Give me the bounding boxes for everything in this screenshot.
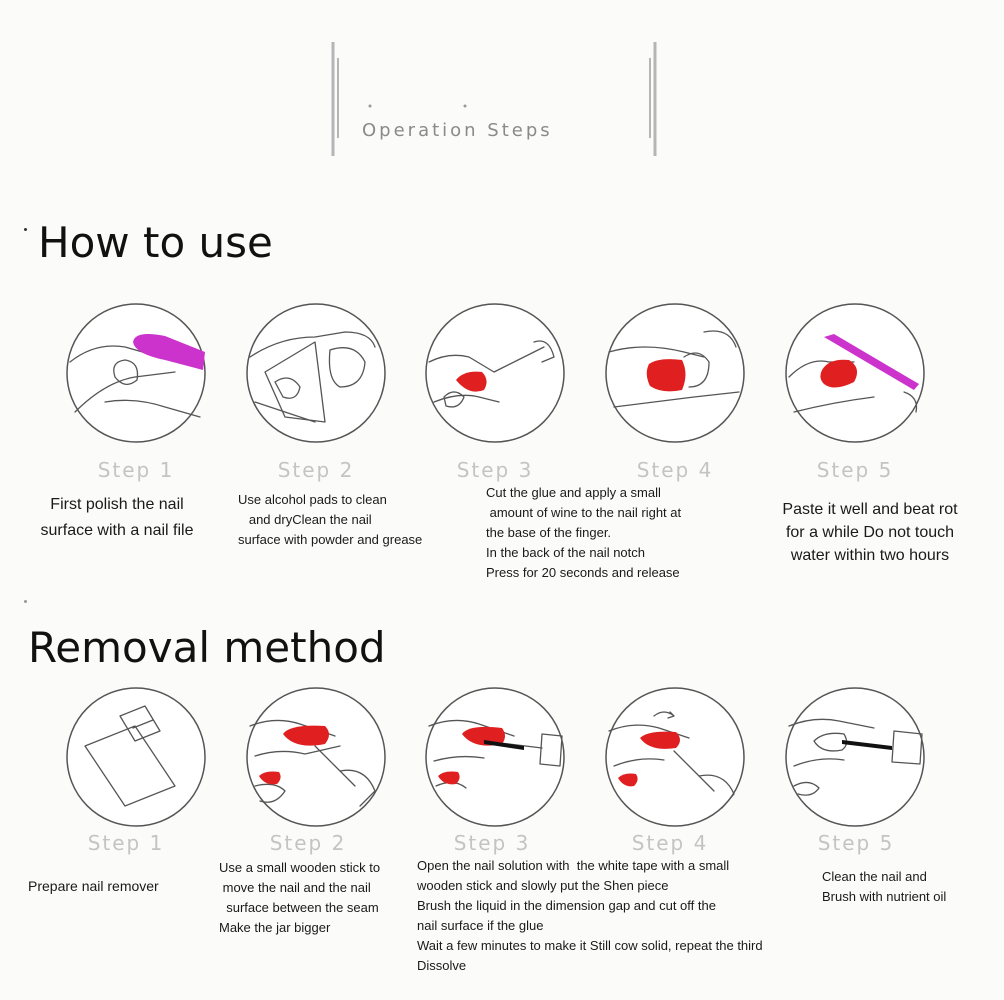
use-step-5-label: Step 5 (816, 458, 894, 482)
red-nail-icon (647, 359, 686, 391)
remove-step-3-description: Open the nail solution with the white tape with a small wooden stick and slowly put the Shen piece Brush the liquid in the dimension gap and cut off the nail surface if the glue Wait a few minutes to make it Still cow solid, repeat the third Dissolve (417, 858, 763, 973)
remove-step-2-label: Step 2 (269, 831, 347, 855)
remove-step-5-label: Step 5 (817, 831, 895, 855)
remove-step-5-description: Clean the nail and Brush with nutrient oil (822, 869, 947, 904)
use-step-1-description: First polish the nail surface with a nail file (40, 496, 194, 539)
use-step-1-label: Step 1 (97, 458, 175, 482)
remove-step-1-description: Prepare nail remover (28, 878, 159, 894)
use-step-5-illustration (784, 302, 926, 444)
use-step-1-illustration (65, 302, 207, 444)
use-step-3-label: Step 3 (456, 458, 534, 482)
remove-step-3-label: Step 3 (453, 831, 531, 855)
use-step-5-description: Paste it well and beat rot for a while Do not touch water within two hours (782, 501, 958, 564)
heading-dot (24, 600, 27, 603)
heading-dot (24, 228, 27, 231)
removal-method-heading: Removal method (28, 623, 386, 672)
use-step-4-label: Step 4 (636, 458, 714, 482)
remove-step-4-label: Step 4 (631, 831, 709, 855)
banner-title: Operation Steps (362, 120, 553, 141)
remove-step-3-illustration (424, 686, 566, 828)
use-step-4-illustration (604, 302, 746, 444)
remove-step-5-illustration (784, 686, 926, 828)
use-step-2-description: Use alcohol pads to clean and dryClean the nail surface with powder and grease (238, 492, 423, 547)
banner-bracket-icon (325, 38, 665, 160)
remove-step-2-description: Use a small wooden stick to move the nail and the nail surface between the seam Make the jar bigger (219, 860, 381, 935)
use-step-2-illustration (245, 302, 387, 444)
use-step-3-description: Cut the glue and apply a small amount of wine to the nail right at the base of the finger. In the back of the nail notch Press for 20 seconds and release (486, 485, 682, 580)
use-step-3-illustration (424, 302, 566, 444)
remove-step-1-label: Step 1 (87, 831, 165, 855)
use-step-2-label: Step 2 (277, 458, 355, 482)
remove-step-4-illustration (604, 686, 746, 828)
how-to-use-heading: How to use (38, 218, 273, 267)
remove-step-2-illustration (245, 686, 387, 828)
remove-step-1-illustration (65, 686, 207, 828)
